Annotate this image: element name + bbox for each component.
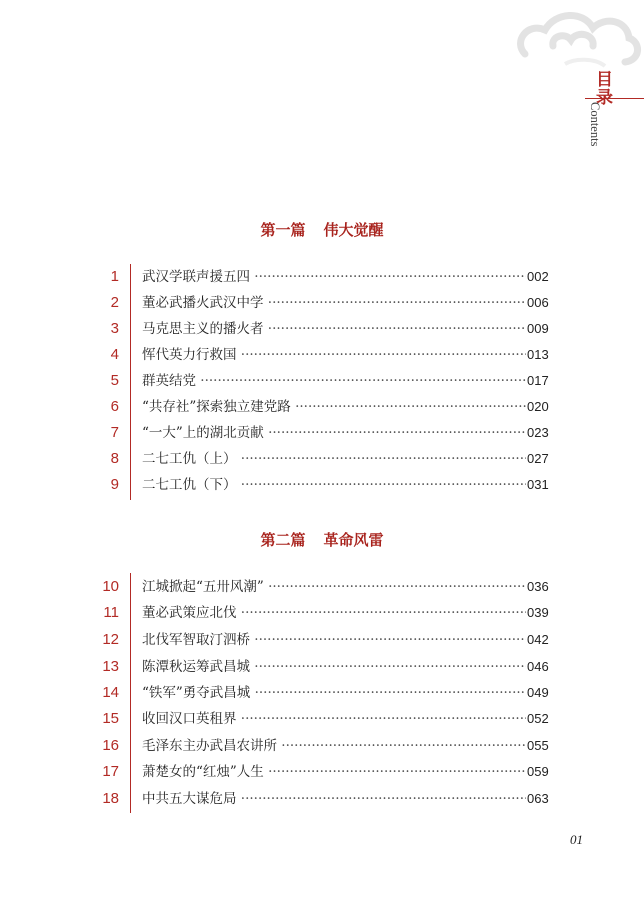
part-name: 革命风雷	[323, 531, 384, 549]
toc-entry[interactable]	[0, 473, 644, 497]
toc-entry[interactable]	[0, 421, 644, 445]
entry-title: 中共五大谋危局 ·····	[142, 787, 526, 811]
entry-title: 群英结党 ·····	[142, 369, 526, 393]
entry-title: 萧楚女的“红烛”人生 ·····	[142, 760, 526, 784]
entry-number: 18	[102, 790, 119, 807]
entry-number: 17	[102, 763, 119, 780]
toc-entry[interactable]	[0, 734, 644, 758]
part-title	[0, 219, 644, 240]
toc-entry[interactable]	[0, 369, 644, 393]
toc-header-subtitle: Contents	[588, 102, 602, 147]
entry-title: 毛泽东主办武昌农讲所 ·····	[142, 734, 526, 758]
entry-page: 020	[527, 395, 557, 419]
part-number: 第一篇	[260, 221, 306, 239]
toc-entry[interactable]	[0, 655, 644, 679]
entry-number: 10	[102, 578, 119, 595]
entry-title: 二七工仇（上） ·····	[142, 447, 526, 471]
toc-header-title: 目录	[592, 70, 612, 106]
entry-number: 16	[102, 737, 119, 754]
toc-entry[interactable]	[0, 628, 644, 652]
entry-number: 13	[102, 658, 119, 675]
entry-title: 马克思主义的播火者 ·····	[142, 317, 526, 341]
entry-number: 12	[102, 631, 119, 648]
entry-page: 049	[527, 681, 557, 705]
entry-page: 017	[527, 369, 557, 393]
toc-entry[interactable]	[0, 291, 644, 315]
entry-number: 11	[103, 604, 119, 621]
toc-entry[interactable]	[0, 265, 644, 289]
entry-number: 3	[110, 320, 119, 337]
entry-page: 006	[527, 291, 557, 315]
page-number: 01	[570, 832, 583, 847]
entry-page: 039	[527, 601, 557, 625]
entry-page: 063	[527, 787, 557, 811]
toc-entry[interactable]	[0, 575, 644, 599]
toc-entry[interactable]	[0, 343, 644, 367]
entry-title: 董必武播火武汉中学 ·····	[142, 291, 526, 315]
entry-page: 042	[527, 628, 557, 652]
entry-title: “共存社”探索独立建党路 ·····	[142, 395, 526, 419]
entry-title: 北伐军智取汀泗桥 ·····	[142, 628, 526, 652]
part-title	[0, 529, 644, 550]
entry-page: 009	[527, 317, 557, 341]
entry-page: 031	[527, 473, 557, 497]
cloud-ornament-icon	[505, 2, 644, 72]
entry-title: 二七工仇（下） ·····	[142, 473, 526, 497]
entry-title: “一大”上的湖北贡献 ·····	[142, 421, 526, 445]
entry-page: 059	[527, 760, 557, 784]
entry-page: 055	[527, 734, 557, 758]
header-rule	[585, 98, 644, 99]
toc-entry[interactable]	[0, 601, 644, 625]
entry-number: 14	[102, 684, 119, 701]
entry-title: 江城掀起“五卅风潮” ·····	[142, 575, 526, 599]
toc-entry[interactable]	[0, 760, 644, 784]
entry-page: 052	[527, 707, 557, 731]
entry-title: 陈潭秋运筹武昌城 ·····	[142, 655, 526, 679]
entry-number: 6	[110, 398, 119, 415]
entry-title: 董必武策应北伐 ·····	[142, 601, 526, 625]
part-number: 第二篇	[260, 531, 306, 549]
entry-title: 恽代英力行救国 ·····	[142, 343, 526, 367]
entry-page: 027	[527, 447, 557, 471]
entry-title: “铁军”勇夺武昌城 ·····	[142, 681, 526, 705]
part-name: 伟大觉醒	[323, 221, 384, 239]
toc-entry[interactable]	[0, 447, 644, 471]
entry-page: 036	[527, 575, 557, 599]
entry-number: 4	[110, 346, 119, 363]
entry-number: 5	[110, 372, 119, 389]
entry-page: 013	[527, 343, 557, 367]
entry-title: 武汉学联声援五四 ·····	[142, 265, 526, 289]
entry-number: 8	[110, 450, 119, 467]
entry-number: 9	[110, 476, 119, 493]
entry-number: 7	[110, 424, 119, 441]
toc-entry[interactable]	[0, 395, 644, 419]
entry-number: 2	[110, 294, 119, 311]
entry-title: 收回汉口英租界 ·····	[142, 707, 526, 731]
entry-page: 023	[527, 421, 557, 445]
entry-page: 002	[527, 265, 557, 289]
toc-entry[interactable]	[0, 787, 644, 811]
entry-number: 1	[110, 268, 119, 285]
toc-entry[interactable]	[0, 707, 644, 731]
entry-page: 046	[527, 655, 557, 679]
toc-entry[interactable]	[0, 317, 644, 341]
toc-entry[interactable]	[0, 681, 644, 705]
entry-number: 15	[102, 710, 119, 727]
